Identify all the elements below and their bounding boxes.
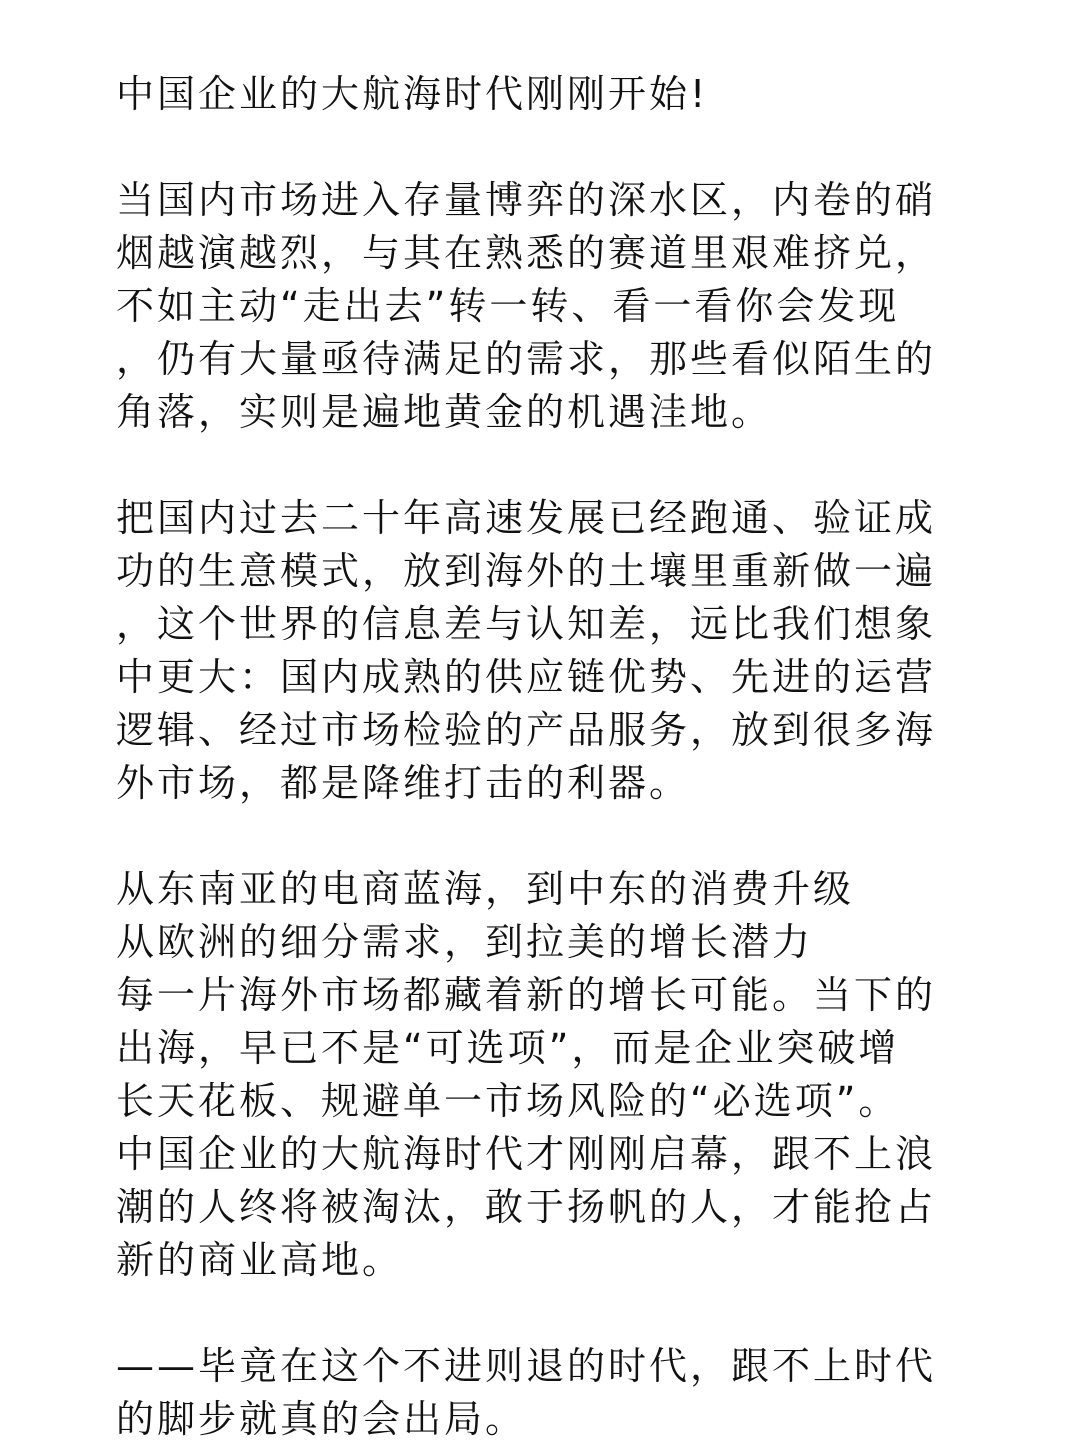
paragraph-spacer [116,121,976,174]
paragraph-line: 中更大：国内成熟的供应链优势、先进的运营 [116,655,937,699]
paragraph-line: 中国企业的大航海时代才刚刚启幕，跟不上浪 [116,1132,937,1176]
paragraph-line: ——毕竟在这个不进则退的时代，跟不上时代 [116,1344,937,1388]
paragraph-line: 把国内过去二十年高速发展已经跑通、验证成 [116,496,937,540]
paragraph-line: 潮的人终将被淘汰，敢于扬帆的人，才能抢占 [116,1185,937,1229]
paragraph-line: 功的生意模式，放到海外的土壤里重新做一遍 [116,549,937,593]
paragraph-line: 当国内市场进入存量博弈的深水区，内卷的硝 [116,178,937,222]
paragraph-line: 出海，早已不是“可选项”，而是企业突破增 [116,1026,900,1070]
paragraph-line: ，仍有大量亟待满足的需求，那些看似陌生的 [116,337,937,381]
paragraph-line: 角落，实则是遍地黄金的机遇洼地。 [116,390,773,434]
paragraph-line: 从东南亚的电商蓝海，到中东的消费升级 [116,867,855,911]
paragraph-line: 外市场，都是降维打击的利器。 [116,761,691,805]
paragraph-line: 逻辑、经过市场检验的产品服务，放到很多海 [116,708,937,752]
paragraph-line: 长天花板、规避单一市场风险的“必选项”。 [116,1079,900,1123]
paragraph-2 [116,492,976,810]
paragraph-line: 不如主动“走出去”转一转、看一看你会发现 [116,284,900,328]
paragraph-line: 每一片海外市场都藏着新的增长可能。当下的 [116,973,937,1017]
paragraph-spacer [116,810,976,863]
article-title: 中国企业的大航海时代刚刚开始! [116,72,709,116]
paragraph-line: 的脚步就真的会出局。 [116,1397,527,1441]
paragraph-line: 从欧洲的细分需求，到拉美的增长潜力 [116,920,814,964]
paragraph-line: ，这个世界的信息差与认知差，远比我们想象 [116,602,937,646]
paragraph-line: 新的商业高地。 [116,1238,404,1282]
paragraph-1 [116,174,976,439]
paragraph-spacer [116,439,976,492]
paragraph-4 [116,1340,976,1446]
article-body [116,68,976,1446]
paragraph-spacer [116,1287,976,1340]
paragraph-3 [116,863,976,1287]
paragraph-line: 烟越演越烈，与其在熟悉的赛道里艰难挤兑， [116,231,937,275]
